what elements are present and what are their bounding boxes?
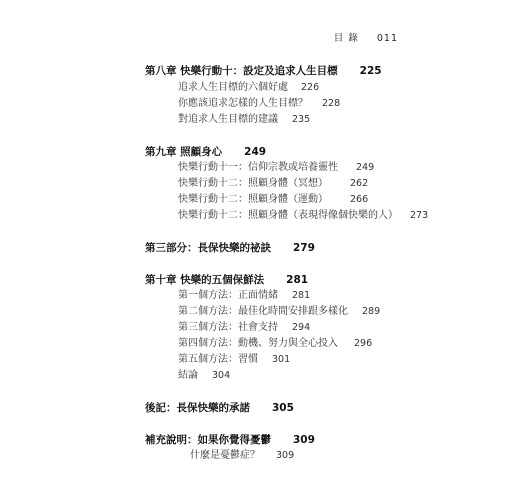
toc-entry-section: [178, 177, 368, 191]
toc-entry-page: 249: [244, 146, 267, 158]
toc-entry-page: 279: [293, 242, 315, 254]
toc-entry-title: 結論: [178, 370, 198, 381]
running-head-title: 目 錄: [333, 33, 359, 44]
toc-entry-page: 296: [354, 338, 373, 349]
toc-entry-page: 301: [272, 354, 291, 365]
toc-entry-page: 225: [359, 65, 382, 77]
toc-entry-title: 第五個方法：習慣: [178, 354, 258, 365]
toc-entry-section: [178, 81, 319, 95]
toc-entry-title: 第八章 快樂行動十：設定及追求人生目標: [145, 65, 338, 77]
toc-entry-title: 快樂行動十一：信仰宗教或培養靈性: [178, 162, 338, 173]
toc-entry-title: 追求人生目標的六個好處: [178, 82, 288, 93]
toc-entry-title: 什麼是憂鬱症？: [190, 450, 260, 461]
toc-entry-title: 第三部分：長保快樂的祕訣: [145, 242, 271, 254]
toc-entry-title: 快樂行動十二：照顧身體（表現得像個快樂的人）: [178, 210, 398, 221]
toc-entry-page: 289: [362, 306, 381, 317]
toc-entry-page: 262: [350, 178, 369, 189]
toc-entry-section: [178, 305, 380, 319]
toc-entry-afterword: [145, 401, 294, 415]
toc-entry-part: [145, 241, 315, 255]
toc-entry-section: [178, 369, 230, 383]
toc-entry-section: [178, 321, 310, 335]
toc-entry-chapter: [145, 64, 382, 78]
toc-entry-page: 273: [410, 210, 429, 221]
toc-entry-title: 你應該追求怎樣的人生目標？: [178, 98, 308, 109]
toc-entry-section: [178, 353, 290, 367]
toc-entry-title: 快樂行動十二：照顧身體（運動）: [178, 194, 328, 205]
toc-entry-page: 281: [286, 274, 309, 286]
toc-entry-section: [178, 209, 428, 223]
toc-entry-page: 266: [350, 194, 369, 205]
toc-entry-title: 補充說明：如果你覺得憂鬱: [145, 434, 271, 446]
toc-entry-page: 305: [272, 402, 294, 414]
toc-entry-page: 309: [293, 434, 315, 446]
toc-entry-section: [178, 289, 310, 303]
toc-entry-title: 後記：長保快樂的承諾: [145, 402, 250, 414]
toc-entry-section: [178, 97, 340, 111]
toc-entry-section: [190, 449, 294, 463]
toc-entry-title: 第十章 快樂的五個保鮮法: [145, 274, 265, 286]
running-head: [334, 30, 398, 44]
toc-entry-title: 第四個方法：動機、努力與全心投入: [178, 338, 338, 349]
toc-entry-page: 228: [322, 98, 341, 109]
toc-entry-title: 第三個方法：社會支持: [178, 322, 278, 333]
toc-entry-section: [178, 113, 310, 127]
toc-entry-title: 第九章 照顧身心: [145, 146, 223, 158]
toc-entry-page: 281: [292, 290, 311, 301]
toc-entry-chapter: [145, 273, 308, 287]
toc-entry-title: 對追求人生目標的建議: [178, 114, 278, 125]
toc-entry-appendix: [145, 433, 315, 447]
toc-entry-page: 249: [356, 162, 375, 173]
toc-entry-title: 快樂行動十二：照顧身體（冥想）: [178, 178, 328, 189]
toc-entry-page: 304: [212, 370, 231, 381]
toc-entry-title: 第一個方法：正面情緒: [178, 290, 278, 301]
toc-entry-page: 235: [292, 114, 311, 125]
toc-entry-section: [178, 337, 372, 351]
toc-entry-page: 226: [301, 82, 320, 93]
toc-entry-chapter: [145, 145, 266, 159]
toc-entry-section: [178, 193, 368, 207]
toc-entry-page: 309: [276, 450, 295, 461]
toc-entry-page: 294: [292, 322, 311, 333]
toc-entry-title: 第二個方法：最佳化時間安排跟多樣化: [178, 306, 348, 317]
page-number: 011: [376, 33, 398, 44]
toc-entry-section: [178, 161, 374, 175]
